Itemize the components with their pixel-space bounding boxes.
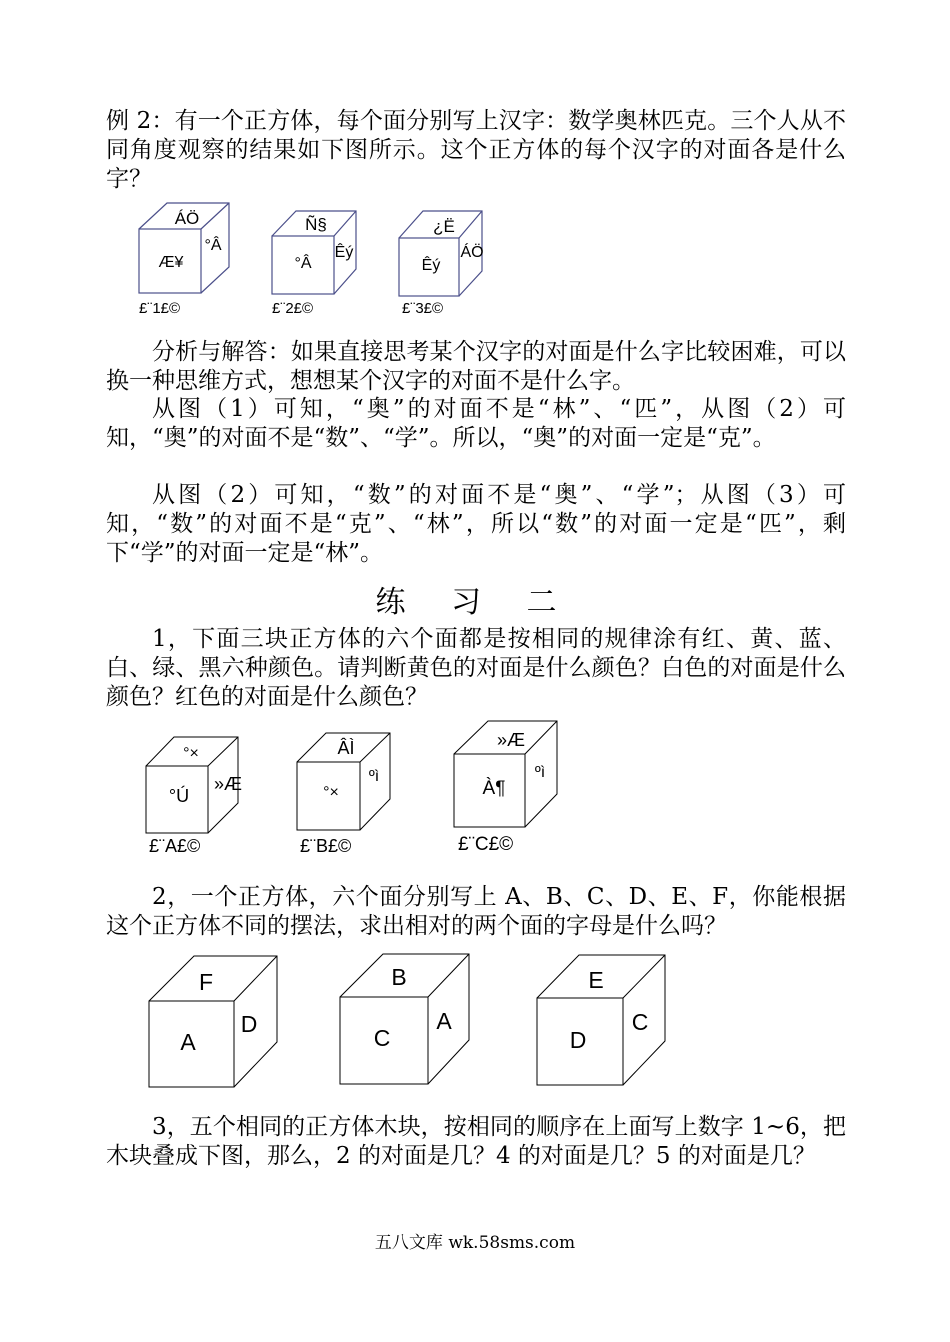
example-cube-2-front: °Â bbox=[294, 255, 312, 272]
color-cube-a-caption: £¨A£© bbox=[149, 836, 201, 856]
letter-cube-3-right: C bbox=[631, 1009, 649, 1035]
color-cube-c-front: À¶ bbox=[482, 778, 506, 799]
example-cube-3-top: ¿Ë bbox=[433, 217, 455, 236]
example-cube-2-right: Êý bbox=[334, 244, 354, 261]
letter-cube-2-top: B bbox=[391, 964, 407, 990]
footer-watermark: 五八文库 wk.58sms.com bbox=[374, 1233, 576, 1253]
color-cube-a-top: °× bbox=[183, 745, 199, 762]
exercise-question-2: 2，一个正方体，六个面分别写上 A、B、C、D、E、F，你能根据这个正方体不同的摆法，求出相对的两个面的字母是什么吗？ bbox=[106, 884, 846, 939]
example-cube-3-front: Êý bbox=[421, 257, 441, 274]
example-cube-1-caption: £¨1£© bbox=[139, 300, 181, 317]
color-cube-b-front: °× bbox=[323, 784, 339, 801]
letter-cube-1-top: F bbox=[198, 969, 214, 995]
example-cube-3-right: ÁÖ bbox=[460, 244, 484, 261]
color-cube-a-right: »Æ bbox=[213, 774, 243, 794]
example-cube-1-front: Æ¥ bbox=[158, 254, 184, 271]
example-cube-2-top: Ñ§ bbox=[305, 215, 327, 234]
letter-cube-1-right: D bbox=[240, 1011, 258, 1037]
exercise-title: 练 习 二 bbox=[375, 585, 575, 620]
example-cube-3-caption: £¨3£© bbox=[402, 300, 444, 317]
example-question: 例 2：有一个正方体，每个面分别写上汉字：数学奥林匹克。三个人从不同角度观察的结果如下图所示。这个正方体的每个汉字的对面各是什么字？ bbox=[106, 108, 846, 192]
letter-cube-3-top: E bbox=[588, 967, 604, 993]
color-cube-c-right: ºì bbox=[534, 764, 546, 781]
exercise-question-1: 1，下面三块正方体的六个面都是按相同的规律涂有红、黄、蓝、白、绿、黑六种颜色。请判断黄色的对面是什么颜色？白色的对面是什么颜色？红色的对面是什么颜色？ bbox=[106, 626, 846, 710]
letter-cube-2-right: A bbox=[436, 1008, 452, 1034]
analysis-paragraph-1: 分析与解答：如果直接思考某个汉字的对面是什么字比较困难，可以换一种思维方式，想想某个汉字的对面不是什么字。 bbox=[106, 339, 846, 394]
color-cube-c-caption: £¨C£© bbox=[458, 834, 514, 855]
color-cube-c-top: »Æ bbox=[496, 730, 526, 750]
letter-cube-3-front: D bbox=[569, 1027, 587, 1053]
exercise-question-3: 3，五个相同的正方体木块，按相同的顺序在上面写上数字 1~6，把木块叠成下图，那么，2 的对面是几？4 的对面是几？5 的对面是几？ bbox=[106, 1114, 846, 1169]
example-cube-1-right: °Â bbox=[204, 237, 222, 254]
color-cube-a-front: °Ú bbox=[168, 786, 190, 806]
analysis-paragraph-2: 从图（1）可知，“奥”的对面不是“林”、“匹”，从图（2）可知，“奥”的对面不是“数”、“学”。所以，“奥”的对面一定是“克”。 bbox=[106, 396, 846, 451]
analysis-paragraph-3: 从图（2）可知，“数”的对面不是“奥”、“学”；从图（3）可知，“数”的对面不是“克”、“林”，所以“数”的对面一定是“匹”，剩下“学”的对面一定是“林”。 bbox=[106, 482, 846, 566]
letter-cube-1-front: A bbox=[180, 1029, 196, 1055]
example-cube-1-top: ÁÖ bbox=[174, 209, 200, 228]
letter-cube-2-front: C bbox=[373, 1025, 391, 1051]
color-cube-b-caption: £¨B£© bbox=[300, 836, 352, 856]
example-cube-2-caption: £¨2£© bbox=[272, 300, 314, 317]
color-cube-b-right: ºì bbox=[368, 768, 380, 785]
color-cube-b-top: ÂÌ bbox=[337, 738, 355, 758]
